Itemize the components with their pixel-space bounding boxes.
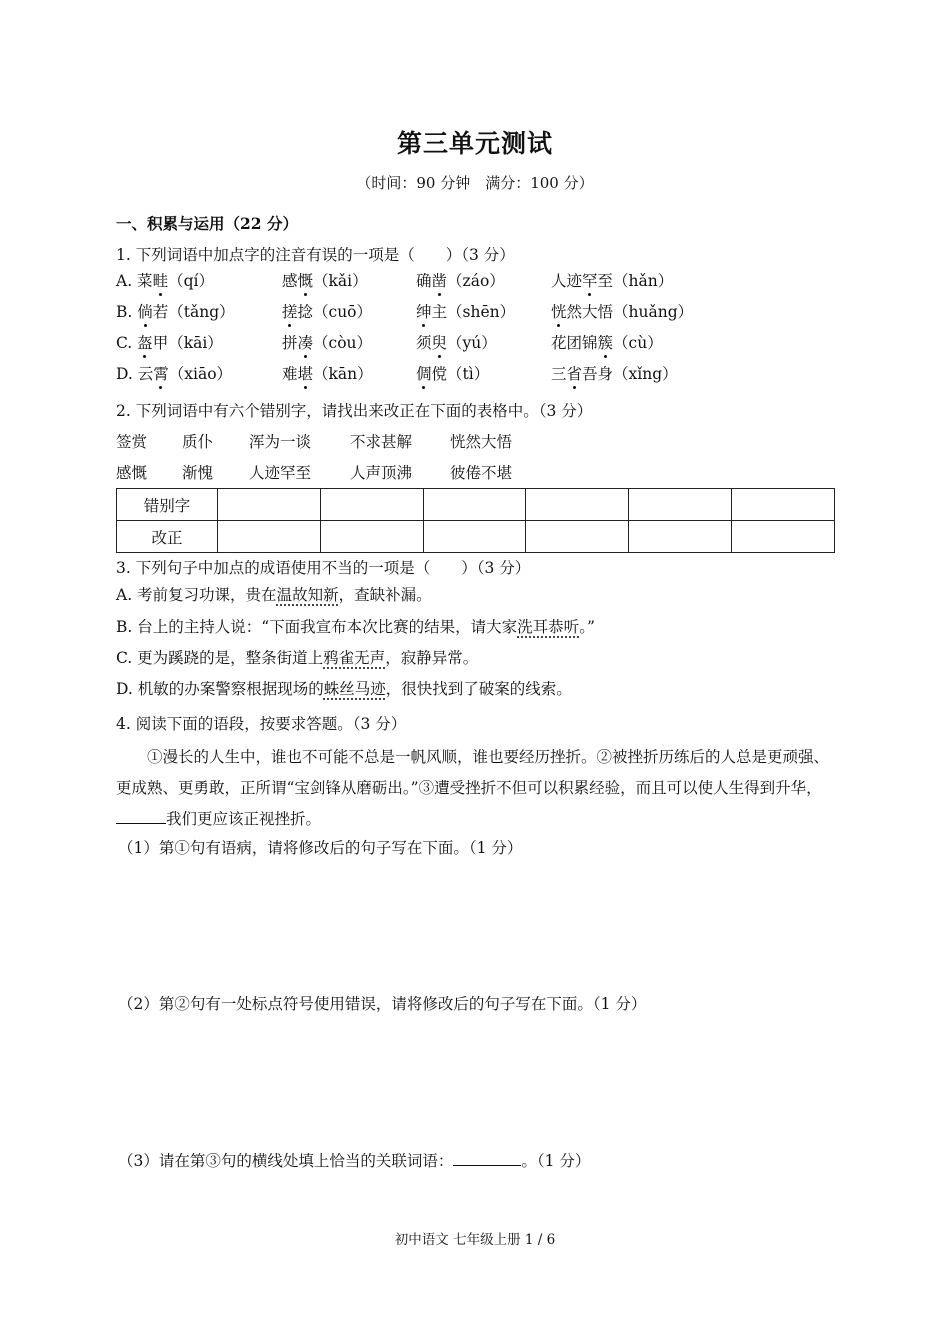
q2-stem: 2. 下列词语中有六个错别字，请找出来改正在下面的表格中。（3 分）	[116, 402, 593, 420]
correction-table	[116, 488, 835, 553]
page-footer: 初中语文 七年级上册 1 / 6	[394, 1232, 556, 1248]
exam-time-score: （时间：90 分钟 满分：100 分）	[356, 174, 594, 192]
q3-option-b: B. 台上的主持人说：“下面我宣布本次比赛的结果，请大家洗耳恭听。”	[116, 618, 595, 636]
dotted-idiom: 温故知新	[276, 586, 339, 604]
table-row	[117, 521, 835, 553]
answer-cell[interactable]	[526, 521, 629, 553]
answer-cell[interactable]	[320, 521, 423, 553]
q1-stem: 1. 下列词语中加点字的注音有误的一项是（ ）（3 分）	[116, 246, 515, 264]
answer-cell[interactable]	[320, 489, 423, 521]
section-heading: 一、积累与运用（22 分）	[116, 214, 298, 233]
fill-blank[interactable]	[453, 1165, 521, 1166]
answer-cell[interactable]	[423, 489, 526, 521]
q4-stem: 4. 阅读下面的语段，按要求答题。（3 分）	[116, 715, 407, 733]
q4-sub-question-3: （3）请在第③句的横线处填上恰当的关联词语： 。（1 分）	[118, 1152, 591, 1170]
q3-option-d: D. 机敏的办案警察根据现场的蛛丝马迹，很快找到了破案的线索。	[116, 680, 572, 698]
q3-option-c: C. 更为蹊跷的是，整条街道上鸦雀无声，寂静异常。	[116, 649, 479, 667]
table-head-wrong: 错别字	[117, 489, 218, 521]
answer-cell[interactable]	[629, 521, 732, 553]
answer-cell[interactable]	[732, 489, 835, 521]
q4-passage: ①漫长的人生中，谁也不可能不总是一帆风顺，谁也要经历挫折。②被挫折历练后的人总是更顽强、更成熟、更勇敢，正所谓“宝剑锋从磨砺出。”③遭受挫折不但可以积累经验，而且可以使人生得到升华，我们更应该正视挫折。	[116, 748, 830, 828]
q4-sub-question-2: （2）第②句有一处标点符号使用错误，请将修改后的句子写在下面。（1 分）	[118, 995, 647, 1013]
table-head-correct: 改正	[117, 521, 218, 553]
answer-cell[interactable]	[218, 521, 321, 553]
q3-option-a: A. 考前复习功课，贵在温故知新，查缺补漏。	[116, 586, 432, 604]
dotted-idiom: 洗耳恭听	[517, 618, 580, 636]
q4-sub-question-1: （1）第①句有语病，请将修改后的句子写在下面。（1 分）	[118, 839, 523, 857]
q3-stem: 3. 下列句子中加点的成语使用不当的一项是（ ）（3 分）	[116, 559, 531, 577]
answer-cell[interactable]	[218, 489, 321, 521]
answer-cell[interactable]	[629, 489, 732, 521]
page-title: 第三单元测试	[396, 129, 553, 158]
dotted-idiom: 蛛丝马迹	[323, 680, 386, 698]
answer-cell[interactable]	[732, 521, 835, 553]
table-row	[117, 489, 835, 521]
dotted-idiom: 鸦雀无声	[323, 649, 386, 667]
answer-cell[interactable]	[423, 521, 526, 553]
answer-cell[interactable]	[526, 489, 629, 521]
fill-blank[interactable]	[116, 823, 166, 824]
